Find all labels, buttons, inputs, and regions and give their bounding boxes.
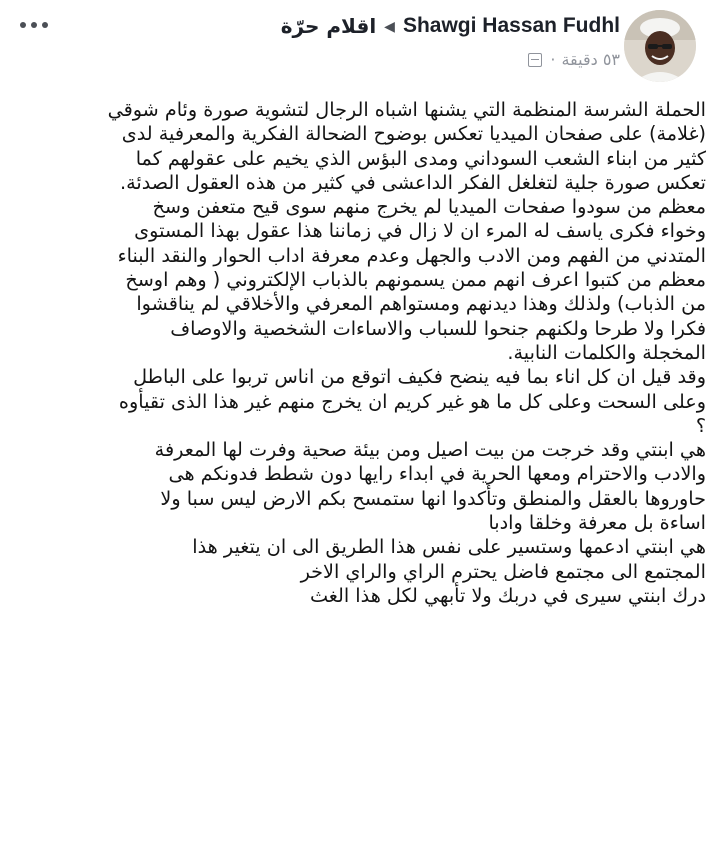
post-text-line: والادب والاحترام ومعها الحرية في ابداء رايها دون شطط فدونكم هى — [168, 462, 706, 486]
avatar[interactable] — [624, 10, 696, 82]
post-text-line: من الذباب) ولذلك وهذا ديدنهم ومستواهم المعرفي والأخلاقي لم يناقشوا — [136, 292, 706, 316]
post-text-line: كثير من ابناء الشعب السوداني ومدى البؤس الذي يخيم على عقولهم كما — [135, 146, 706, 170]
more-dots-icon — [42, 22, 48, 28]
author-name-link[interactable]: Shawgi Hassan Fudhl — [402, 14, 620, 37]
post-text-line: المخجلة والكلمات النابية. — [507, 340, 706, 364]
post-meta — [528, 50, 620, 69]
post-timestamp[interactable]: ٥٣ دقيقة — [561, 50, 620, 69]
avatar-photo-icon — [624, 10, 696, 82]
post-text-line: وخواء فكرى ياسف له المرء ان لا زال في زماننا هذا عقول بهذا المستوى — [134, 219, 706, 243]
globe-icon[interactable] — [528, 53, 542, 67]
more-dots-icon — [20, 22, 26, 28]
post-header — [0, 0, 720, 90]
post-text-line: (غلامة) على صفحان الميديا تعكس بوضوح الضحالة الفكرية والمعرفية لدى — [121, 122, 706, 146]
more-options-button[interactable] — [20, 22, 48, 28]
more-dots-icon — [31, 22, 37, 28]
post-title-line — [281, 14, 620, 38]
separator-dot: · — [550, 50, 556, 69]
post-text-line: هي ابنتي وقد خرجت من بيت اصيل ومن بيئة صحية وفرت لها المعرفة — [154, 438, 706, 462]
post-text-line: هي ابنتي ادعمها وستسير على نفس هذا الطريق الى ان يتغير هذا — [192, 535, 706, 559]
post-text-line: ؟ — [695, 413, 706, 437]
post-text-line: درك ابنتي سيرى في دربك ولا تأبهي لكل هذا الغث — [309, 583, 706, 607]
post-text-line: فكرا ولا طرحا ولكنهم جنحوا للسباب والاساءات الشخصية والاوصاف — [170, 316, 706, 340]
post-text-line: المتدني من الفهم ومن الادب والجهل وعدم معرفة اداب الحوار والنقد البناء — [117, 243, 706, 267]
post-text-line: وعلى السحت وعلى كل ما هو غير كريم ان يخرج منهم غير هذا الذى تقيأوه — [118, 389, 706, 413]
post-text-line: حاوروها بالعقل والمنطق وتأكدوا انها ستمسح بكم الارض ليس سبا ولا — [160, 486, 706, 510]
post-body-text — [14, 98, 706, 608]
post-text-line: الحملة الشرسة المنظمة التي يشنها اشباه الرجال لتشوية صورة وئام شوقي — [107, 98, 706, 121]
post-text-line: المجتمع الى مجتمع فاضل يحترم الراي والراي الاخر — [300, 559, 706, 583]
post-text-line: وقد قيل ان كل اناء بما فيه ينضح فكيف اتوقع من اناس تربوا على الباطل — [133, 365, 706, 389]
group-name-link[interactable]: اقلام حرّة — [280, 14, 377, 38]
post-text-line: تعكس صورة جلية لتغلغل الفكر الداعشى في كثير من هذه العقول الصدئة. — [120, 170, 706, 194]
post-text-line: معظم من كتبوا اعرف انهم ممن يسمونهم بالذباب الإلكتروني ( وهم اوسخ — [125, 268, 706, 292]
share-arrow-icon: ◀ — [384, 17, 395, 34]
post-text-line: معظم من سودوا صفحات الميديا لم يخرج منهم سوى قيح متعفن وسخ — [152, 195, 706, 219]
post-text-line: اساءة بل معرفة وخلقا وادبا — [488, 511, 706, 535]
